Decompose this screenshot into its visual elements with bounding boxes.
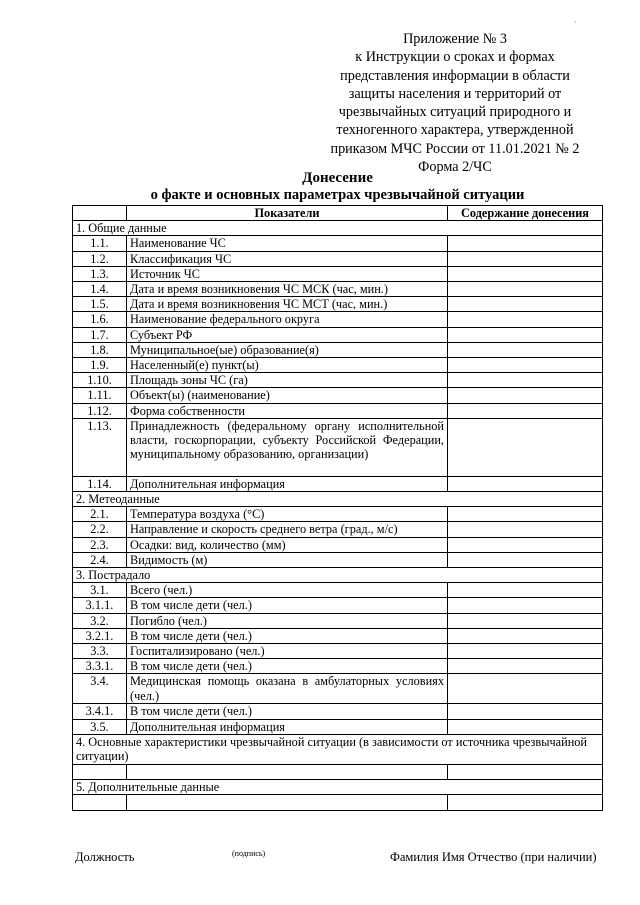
table-row bbox=[73, 659, 603, 674]
content-cell[interactable] bbox=[448, 251, 603, 266]
content-cell[interactable] bbox=[448, 537, 603, 552]
table-row bbox=[73, 552, 603, 567]
content-cell[interactable] bbox=[448, 522, 603, 537]
content-cell[interactable] bbox=[448, 598, 603, 613]
row-number: 1.12. bbox=[73, 403, 127, 418]
content-cell[interactable] bbox=[448, 327, 603, 342]
row-number: 3.4.1. bbox=[73, 704, 127, 719]
content-cell[interactable] bbox=[448, 795, 603, 810]
content-cell[interactable] bbox=[448, 704, 603, 719]
indicator-label: В том числе дети (чел.) bbox=[127, 598, 448, 613]
table-row bbox=[73, 507, 603, 522]
table-row bbox=[73, 388, 603, 403]
row-number: 1.2. bbox=[73, 251, 127, 266]
indicator-label: Классификация ЧС bbox=[127, 251, 448, 266]
content-cell[interactable] bbox=[448, 507, 603, 522]
table-row bbox=[73, 537, 603, 552]
indicator-label: Населенный(е) пункт(ы) bbox=[127, 358, 448, 373]
indicator-label: Медицинская помощь оказана в амбулаторных условиях (чел.) bbox=[127, 674, 448, 704]
content-cell[interactable] bbox=[448, 373, 603, 388]
content-cell[interactable] bbox=[448, 583, 603, 598]
row-number: 1.13. bbox=[73, 418, 127, 476]
row-number: 2.4. bbox=[73, 552, 127, 567]
header-content: Содержание донесения bbox=[448, 206, 603, 221]
blank-cell bbox=[127, 795, 448, 810]
appendix-block bbox=[300, 30, 610, 176]
table-row bbox=[73, 251, 603, 266]
row-number: 1.10. bbox=[73, 373, 127, 388]
row-number: 1.7. bbox=[73, 327, 127, 342]
content-cell[interactable] bbox=[448, 764, 603, 779]
content-cell[interactable] bbox=[448, 659, 603, 674]
content-cell[interactable] bbox=[448, 674, 603, 704]
table-row bbox=[73, 403, 603, 418]
table-row bbox=[73, 312, 603, 327]
table-row bbox=[73, 342, 603, 357]
section-heading: 1. Общие данные bbox=[73, 221, 603, 236]
content-cell[interactable] bbox=[448, 552, 603, 567]
table-row bbox=[73, 704, 603, 719]
content-cell[interactable] bbox=[448, 418, 603, 476]
row-number: 3.3. bbox=[73, 644, 127, 659]
row-number: 3.2.1. bbox=[73, 628, 127, 643]
content-cell[interactable] bbox=[448, 342, 603, 357]
indicator-label: Субъект РФ bbox=[127, 327, 448, 342]
blank-cell bbox=[127, 764, 448, 779]
table-row bbox=[73, 418, 603, 476]
indicator-label: Площадь зоны ЧС (га) bbox=[127, 373, 448, 388]
blank-cell bbox=[73, 795, 127, 810]
appendix-line: техногенного характера, утвержденной bbox=[336, 122, 574, 139]
indicator-label: Муниципальное(ые) образование(я) bbox=[127, 342, 448, 357]
table-row bbox=[73, 674, 603, 704]
table-row bbox=[73, 644, 603, 659]
indicator-label: Осадки: вид, количество (мм) bbox=[127, 537, 448, 552]
indicator-label: Температура воздуха (°С) bbox=[127, 507, 448, 522]
row-number: 1.14. bbox=[73, 476, 127, 491]
table-row bbox=[73, 628, 603, 643]
content-cell[interactable] bbox=[448, 266, 603, 281]
row-number: 2.1. bbox=[73, 507, 127, 522]
row-number: 3.1.1. bbox=[73, 598, 127, 613]
indicator-label: В том числе дети (чел.) bbox=[127, 628, 448, 643]
table-row bbox=[73, 522, 603, 537]
content-cell[interactable] bbox=[448, 358, 603, 373]
content-cell[interactable] bbox=[448, 403, 603, 418]
table-row bbox=[73, 795, 603, 810]
table-row bbox=[73, 282, 603, 297]
table-row bbox=[73, 476, 603, 491]
position-label: Должность bbox=[75, 850, 135, 864]
table-row bbox=[73, 780, 603, 795]
row-number: 1.11. bbox=[73, 388, 127, 403]
indicator-label: Направление и скорость среднего ветра (град., м/с) bbox=[127, 522, 448, 537]
table-row bbox=[73, 221, 603, 236]
table-row bbox=[73, 764, 603, 779]
indicator-label: Дополнительная информация bbox=[127, 719, 448, 734]
row-number: 1.1. bbox=[73, 236, 127, 251]
indicator-label: Принадлежность (федеральному органу исполнительной власти, госкорпорации, субъекту Российской Федерации, муниципальному образованию, организации) bbox=[127, 418, 448, 476]
table-row bbox=[73, 568, 603, 583]
document-subtitle: о факте и основных параметрах чрезвычайной ситуации bbox=[150, 187, 525, 203]
row-number: 3.3.1. bbox=[73, 659, 127, 674]
section-heading: 3. Пострадало bbox=[73, 568, 603, 583]
table-row bbox=[73, 373, 603, 388]
row-number: 1.5. bbox=[73, 297, 127, 312]
content-cell[interactable] bbox=[448, 297, 603, 312]
table-body bbox=[73, 221, 603, 810]
row-number: 3.5. bbox=[73, 719, 127, 734]
row-number: 1.9. bbox=[73, 358, 127, 373]
table-row bbox=[73, 297, 603, 312]
indicator-label: Форма собственности bbox=[127, 403, 448, 418]
row-number: 3.4. bbox=[73, 674, 127, 704]
indicator-label: Наименование ЧС bbox=[127, 236, 448, 251]
table-row bbox=[73, 583, 603, 598]
content-cell[interactable] bbox=[448, 628, 603, 643]
section-heading: 4. Основные характеристики чрезвычайной ситуации (в зависимости от источника чрезвычайной ситуации) bbox=[73, 734, 603, 764]
row-number: 3.2. bbox=[73, 613, 127, 628]
appendix-line: к Инструкции о сроках и формах bbox=[355, 49, 555, 66]
table-row bbox=[73, 236, 603, 251]
indicator-label: Видимость (м) bbox=[127, 552, 448, 567]
row-number: 1.3. bbox=[73, 266, 127, 281]
indicator-label: Наименование федерального округа bbox=[127, 312, 448, 327]
content-cell[interactable] bbox=[448, 236, 603, 251]
row-number: 1.8. bbox=[73, 342, 127, 357]
scan-mark: · bbox=[574, 18, 577, 27]
row-number: 2.3. bbox=[73, 537, 127, 552]
indicator-label: Погибло (чел.) bbox=[127, 613, 448, 628]
table-row bbox=[73, 327, 603, 342]
indicator-label: Всего (чел.) bbox=[127, 583, 448, 598]
appendix-line: Приложение № 3 bbox=[403, 31, 507, 47]
fio-label: Фамилия Имя Отчество (при наличии) bbox=[390, 850, 597, 864]
appendix-line: Форма 2/ЧС bbox=[418, 159, 492, 176]
signature-label: (подпись) bbox=[232, 849, 266, 858]
indicator-label: В том числе дети (чел.) bbox=[127, 704, 448, 719]
table-row bbox=[73, 598, 603, 613]
content-cell[interactable] bbox=[448, 719, 603, 734]
blank-cell bbox=[73, 764, 127, 779]
content-cell[interactable] bbox=[448, 644, 603, 659]
appendix-line: чрезвычайных ситуаций природного и bbox=[338, 104, 572, 121]
section-heading: 2. Метеоданные bbox=[73, 492, 603, 507]
indicator-label: Дата и время возникновения ЧС МСТ (час, мин.) bbox=[127, 297, 448, 312]
table-row bbox=[73, 734, 603, 764]
table-row bbox=[73, 266, 603, 281]
row-number: 2.2. bbox=[73, 522, 127, 537]
content-cell[interactable] bbox=[448, 282, 603, 297]
indicator-label: Госпитализировано (чел.) bbox=[127, 644, 448, 659]
row-number: 1.6. bbox=[73, 312, 127, 327]
indicator-label: Источник ЧС bbox=[127, 266, 448, 281]
table-row bbox=[73, 358, 603, 373]
content-cell[interactable] bbox=[448, 312, 603, 327]
report-table bbox=[72, 205, 603, 811]
table-header-row bbox=[73, 206, 603, 221]
appendix-line: защиты населения и территорий от bbox=[348, 85, 562, 102]
indicator-label: Объект(ы) (наименование) bbox=[127, 388, 448, 403]
document-title: Донесение bbox=[302, 170, 373, 186]
appendix-line: представления информации в области bbox=[340, 67, 570, 84]
header-number bbox=[73, 206, 127, 221]
section-heading: 5. Дополнительные данные bbox=[73, 780, 603, 795]
header-indicator: Показатели bbox=[127, 206, 448, 221]
table-row bbox=[73, 613, 603, 628]
indicator-label: Дополнительная информация bbox=[127, 476, 448, 491]
content-cell[interactable] bbox=[448, 613, 603, 628]
table-row bbox=[73, 719, 603, 734]
content-cell[interactable] bbox=[448, 476, 603, 491]
row-number: 3.1. bbox=[73, 583, 127, 598]
indicator-label: Дата и время возникновения ЧС МСК (час, мин.) bbox=[127, 282, 448, 297]
content-cell[interactable] bbox=[448, 388, 603, 403]
appendix-line: приказом МЧС России от 11.01.2021 № 2 bbox=[330, 140, 580, 157]
row-number: 1.4. bbox=[73, 282, 127, 297]
indicator-label: В том числе дети (чел.) bbox=[127, 659, 448, 674]
table-row bbox=[73, 492, 603, 507]
